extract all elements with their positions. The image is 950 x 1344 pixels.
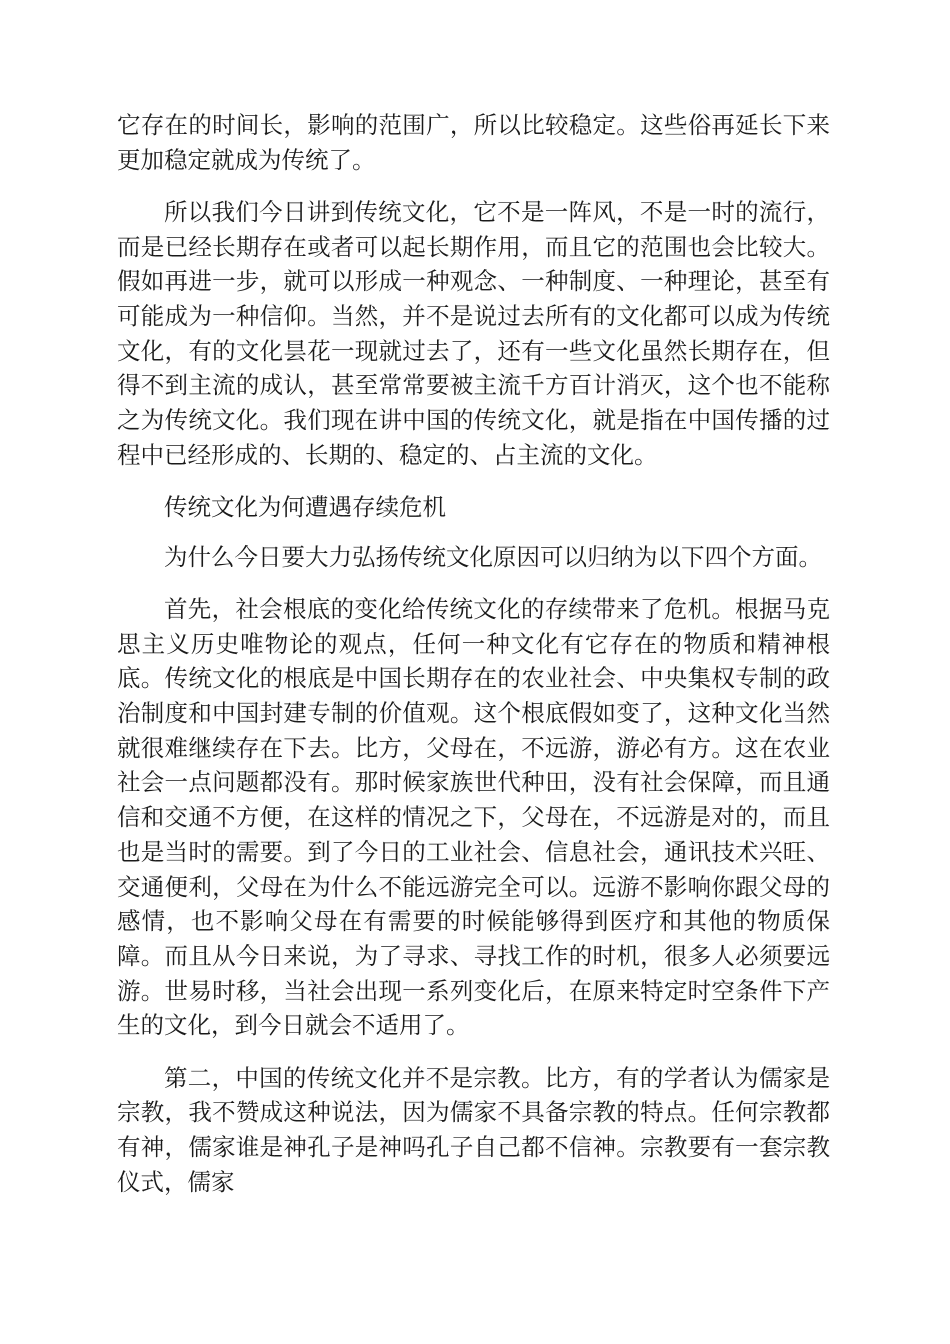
paragraph-definition: 所以我们今日讲到传统文化，它不是一阵风，不是一时的流行，而是已经长期存在或者可以起长期作用，而且它的范围也会比较大。假如再进一步，就可以形成一种观念、一种制度、一种理论，甚至有可能成为一种信仰。当然，并不是说过去所有的文化都可以成为传统文化，有的文化昙花一现就过去了，还有一些文化虽然长期存在，但得不到主流的成认，甚至常常要被主流千方百计消灭，这个也不能称之为传统文化。我们现在讲中国的传统文化，就是指在中国传播的过程中已经形成的、长期的、稳定的、占主流的文化。 [117,197,830,469]
body-text [117,108,830,1217]
paragraph-intro: 为什么今日要大力弘扬传统文化原因可以归纳为以下四个方面。 [164,542,822,571]
paragraph-continuation: 它存在的时间长，影响的范围广，所以比较稳定。这些俗再延长下来更加稳定就成为传统了。 [117,111,830,174]
paragraph-second-point: 第二，中国的传统文化并不是宗教。比方，有的学者认为儒家是宗教，我不赞成这种说法，因为儒家不具备宗教的特点。任何宗教都有神，儒家谁是神孔子是神吗孔子自己都不信神。宗教要有一套宗教仪式，儒家 [117,1063,830,1196]
paragraph-first-point: 首先，社会根底的变化给传统文化的存续带来了危机。根据马克思主义历史唯物论的观点，任何一种文化有它存在的物质和精神根底。传统文化的根底是中国长期存在的农业社会、中央集权专制的政治制度和中国封建专制的价值观。这个根底假如变了，这种文化当然就很难继续存在下去。比方，父母在，不远游，游必有方。这在农业社会一点问题都没有。那时候家族世代种田，没有社会保障，而且通信和交通不方便，在这样的情况之下，父母在，不远游是对的，而且也是当时的需要。到了今日的工业社会、信息社会，通讯技术兴旺、交通便利，父母在为什么不能远游完全可以。远游不影响你跟父母的感情，也不影响父母在有需要的时候能够得到医疗和其他的物质保障。而且从今日来说，为了寻求、寻找工作的时机，很多人必须要远游。世易时移，当社会出现一系列变化后，在原来特定时空条件下产生的文化，到今日就会不适用了。 [117,594,830,1040]
section-heading: 传统文化为何遭遇存续危机 [164,493,446,522]
